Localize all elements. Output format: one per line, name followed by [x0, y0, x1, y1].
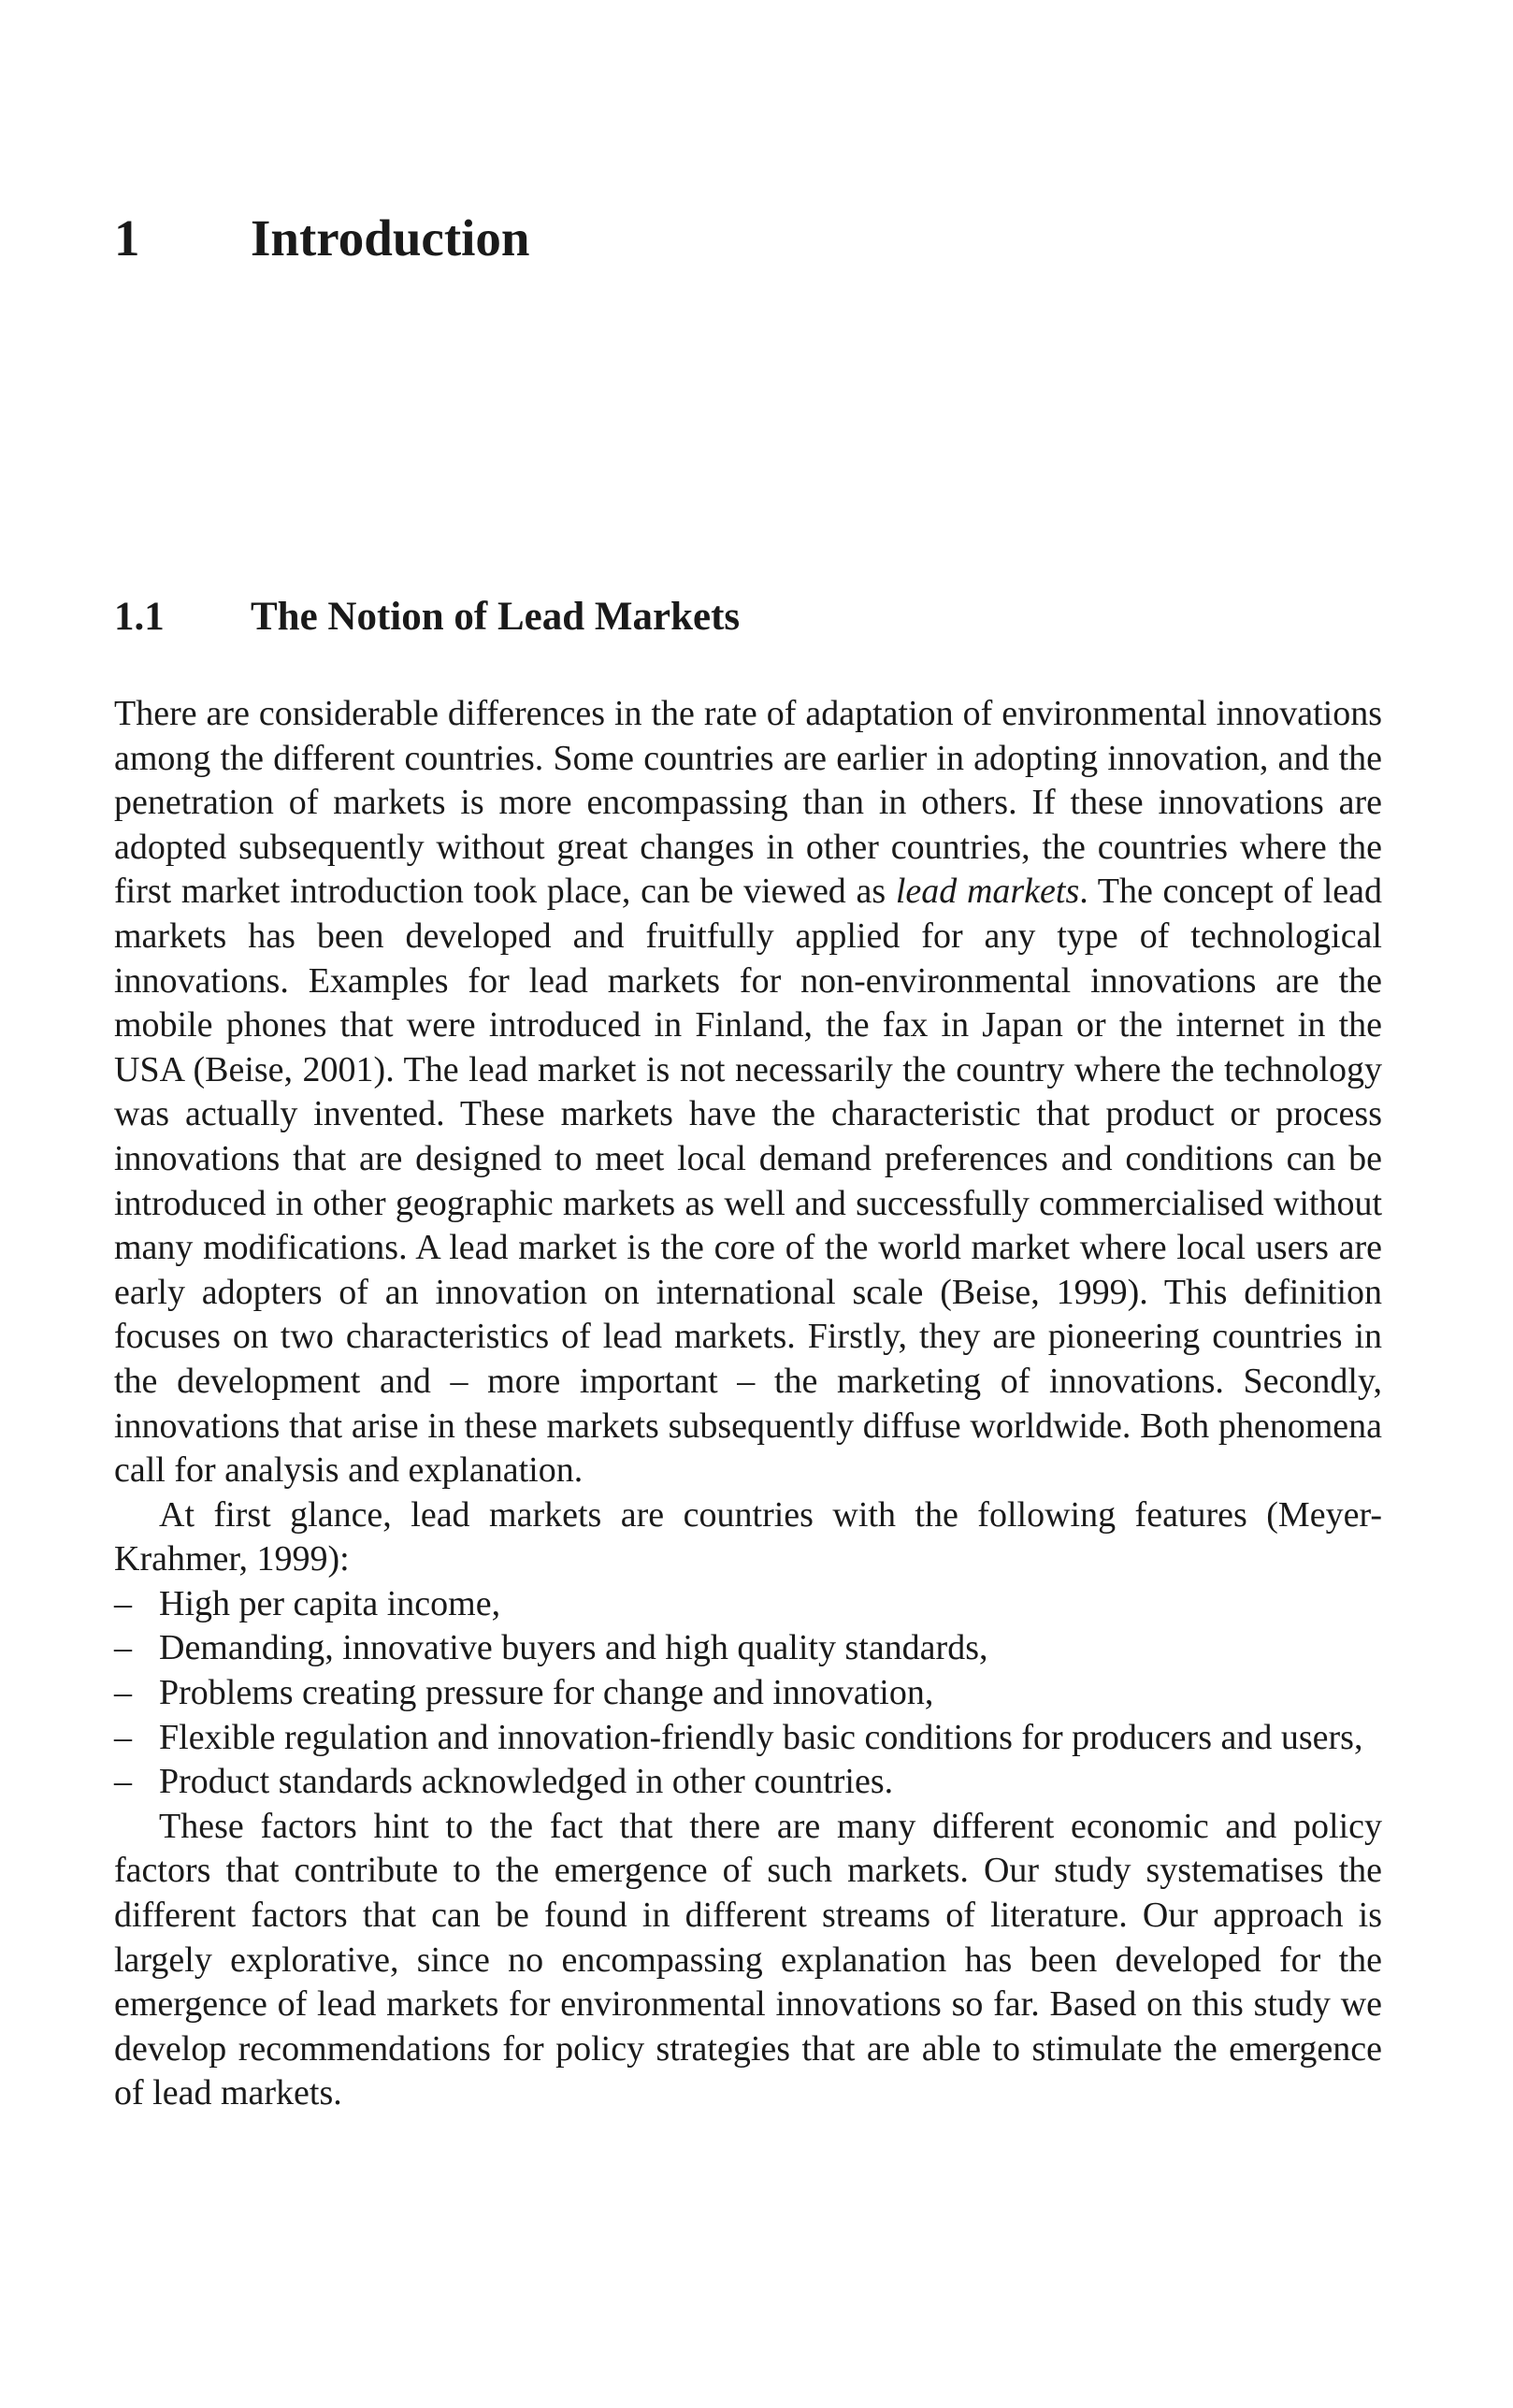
section-title: The Notion of Lead Markets: [251, 595, 741, 639]
paragraph-conclusion: These factors hint to the fact that there are many different economic and policy factors that contribute to the emergence of such markets. Our study systematises the different factors that can be found in different streams of literature. Our approach is largely explorative, since no encompassing explanation has been developed for the emergence of lead markets for environmental innovations so far. Based on this study we develop recommendations for policy strategies that are able to stimulate the emergence of lead markets.: [114, 1806, 1382, 2113]
lead-markets-emphasis: lead markets: [895, 872, 1080, 912]
dash-bullet: –: [114, 1628, 132, 1668]
list-item: [114, 1582, 1382, 1627]
paragraph-features-intro: At first glance, lead markets are countries with the following features (Meyer-Krahmer, 1999):: [114, 1494, 1382, 1579]
paragraph-intro-text-2: . The concept of lead markets has been developed and fruitfully applied for any type of technological innovations. Examples for lead markets for non-environmental innovations are the mobile phones that were introduced in Finland, the fax in Japan or the internet in the USA (Beise, 2001). The lead market is not necessarily the country where the technology was actually invented. These markets have the characteristic that product or process innovations that are designed to meet local demand preferences and conditions can be introduced in other geographic markets as well and successfully commercialised without many modifications. A lead market is the core of the world market where local users are early adopters of an innovation on international scale (Beise, 1999). This definition focuses on two characteristics of lead markets. Firstly, they are pioneering countries in the development and – more important – the marketing of innovations. Secondly, innovations that arise in these markets subsequently diffuse worldwide. Both phenomena call for analysis and explanation.: [114, 872, 1382, 1491]
section-heading: [114, 593, 740, 642]
chapter-title: Introduction: [251, 209, 530, 267]
list-item: [114, 1626, 1382, 1671]
dash-bullet: –: [114, 1717, 132, 1757]
list-item-text: Flexible regulation and innovation-friendly basic conditions for producers and users,: [159, 1717, 1363, 1757]
section-number: 1.1: [114, 595, 165, 639]
dash-bullet: –: [114, 1673, 132, 1713]
list-item-text: Problems creating pressure for change and innovation,: [159, 1673, 934, 1713]
list-item-text: High per capita income,: [159, 1583, 501, 1623]
list-item: [114, 1671, 1382, 1716]
list-item: [114, 1716, 1382, 1761]
list-item-text: Demanding, innovative buyers and high quality standards,: [159, 1628, 988, 1668]
paragraph-intro: [114, 692, 1382, 1493]
feature-list: [114, 1582, 1382, 1805]
chapter-heading: [114, 208, 530, 269]
dash-bullet: –: [114, 1762, 132, 1802]
list-item-text: Product standards acknowledged in other countries.: [159, 1762, 894, 1802]
section-body: [114, 692, 1382, 2116]
paragraph-intro-text-1: There are considerable differences in the rate of adaptation of environmental innovations among the different countries. Some countries are earlier in adopting innovation, and the penetration of markets is more encompassing than in others. If these innovations are adopted subsequently without great changes in other countries, the countries where the first market introduction took place, can be viewed as: [114, 694, 1382, 912]
dash-bullet: –: [114, 1583, 132, 1623]
list-item: [114, 1760, 1382, 1805]
chapter-number: 1: [114, 209, 140, 267]
